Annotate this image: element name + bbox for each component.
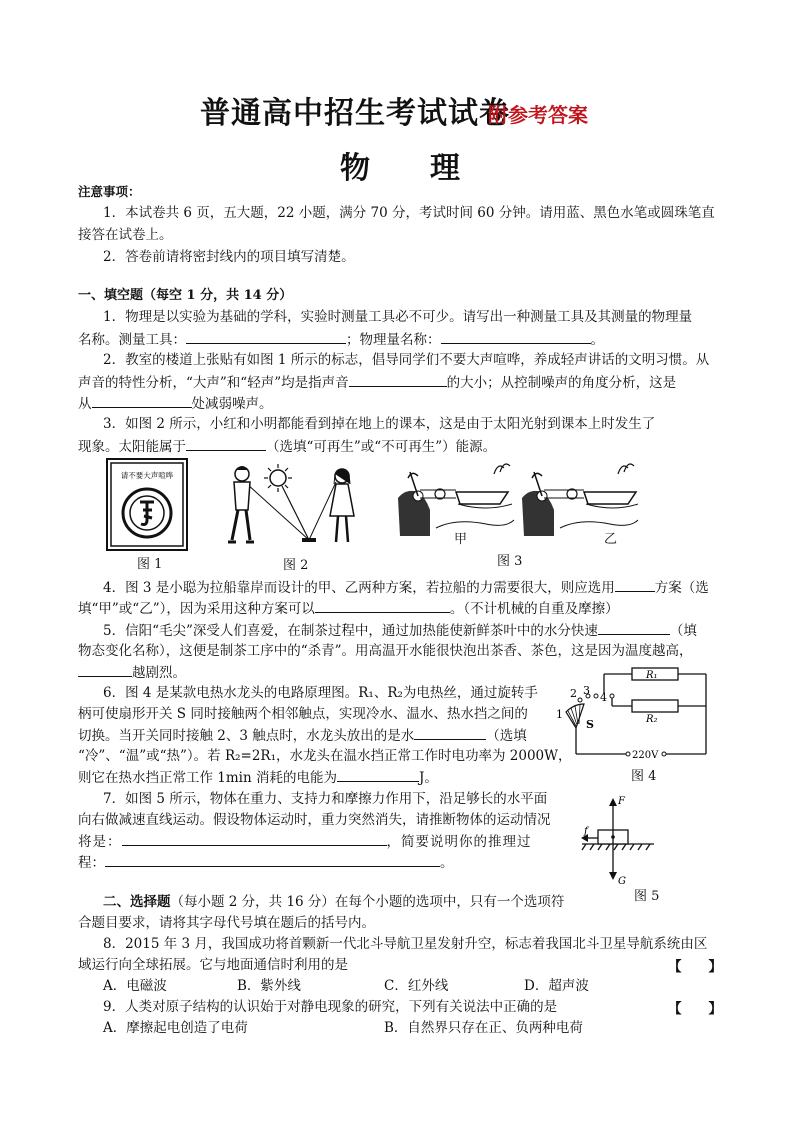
section-2-heading <box>103 892 564 912</box>
q9-option-b: B．自然界只存在正、负两种电荷 <box>384 1020 583 1036</box>
section-2-heading-cont: 合题目要求，请将其字母代号填在题后的括号内。 <box>78 915 375 931</box>
fig1-sign-text: 请不要大声喧哗 <box>120 471 174 480</box>
q9-option-a: A．摩擦起电创造了电荷 <box>103 1020 248 1036</box>
figure-4-circuit <box>556 666 716 766</box>
q2-text-post: 的大小；从控制噪声的角度分析，这是 <box>446 375 677 391</box>
figure-3-label-jia: 甲 <box>454 532 468 547</box>
figure-3-caption: 图 3 <box>497 554 523 569</box>
q5-text: 5．信阳“毛尖”深受人们喜爱，在制茶过程中，通过加热能使新鲜茶叶中的水分快速 <box>103 623 598 639</box>
q7-line2: 向右做减速直线运动。假设物体运动时，重力突然消失，请推断物体的运动情况 <box>78 812 551 828</box>
fig4-switch-label: S <box>586 718 594 731</box>
figure-2-caption: 图 2 <box>283 558 309 573</box>
q4-text-b-post: 。（不计机械的自重及摩擦） <box>449 601 619 617</box>
subject-title: 物理 <box>340 151 520 186</box>
q2-line3 <box>78 393 273 414</box>
q7-blank-1[interactable] <box>122 831 387 846</box>
q6-text: 切换。当开关同时接触 2、3 触点时，水龙头放出的是水 <box>78 728 415 744</box>
q1-text-mid: ；物理量名称： <box>346 332 441 348</box>
q4-blank-2[interactable] <box>315 598 450 613</box>
q8-answer-bracket[interactable]: 【 】 <box>668 959 722 975</box>
q8-option-a: A．电磁波 <box>103 978 167 994</box>
q1-text: 名称。测量工具： <box>78 332 186 348</box>
fig4-contact-1: 1 <box>556 708 563 721</box>
q2-line1: 2．教室的楼道上张贴有如图 1 所示的标志，倡导同学们不要大声喧哗，养成轻声讲话的文明习惯。从 <box>103 352 710 368</box>
q5-line1 <box>103 620 697 641</box>
q6-line2: 柄可使扇形开关 S 同时接触两个相邻触点，实现冷水、温水、热水挡之间的 <box>78 706 528 722</box>
q5-blank-2[interactable] <box>78 662 132 677</box>
q7-text-d-post: 。 <box>440 855 454 871</box>
figure-5-caption: 图 5 <box>634 889 660 904</box>
q4-blank-1[interactable] <box>615 577 655 592</box>
section-1-heading: 一、填空题（每空 1 分，共 14 分） <box>78 288 293 303</box>
section-2-title: 二、选择题 <box>103 894 171 910</box>
q8-line2: 域运行向全球拓展。它与地面通信时利用的是 <box>78 957 348 973</box>
exam-title: 普通高中招生考试试卷 <box>200 96 510 131</box>
fig4-voltage: 220V <box>632 750 659 761</box>
q7-text-post: ，简要说明你的推理过 <box>386 834 532 850</box>
q5-text-post: （填 <box>669 623 697 639</box>
q3-blank[interactable] <box>186 436 266 451</box>
notes-heading: 注意事项： <box>78 184 141 199</box>
fig4-contact-2: 2 <box>570 687 577 700</box>
figure-2-illustration <box>212 460 372 552</box>
q3-text: 现象。太阳能属于 <box>78 439 186 455</box>
q9-line1: 9．人类对原子结构的认识始于对静电现象的研究，下列有关说法中正确的是 <box>103 999 558 1015</box>
q6-blank-2[interactable] <box>337 767 419 782</box>
q1-line1: 1．物理是以实验为基础的学科，实验时测量工具必不可少。请写出一种测量工具及其测量的物理量 <box>103 309 693 325</box>
q7-blank-2[interactable] <box>105 852 440 867</box>
q1-line2 <box>78 329 604 350</box>
figure-1-caption: 图 1 <box>137 557 163 572</box>
note-2: 2．答卷前请将密封线内的项目填写清楚。 <box>103 249 355 265</box>
q1-quantity-blank[interactable] <box>441 329 591 344</box>
q4-line1 <box>103 577 709 598</box>
q6-line5 <box>78 767 438 788</box>
q6-line4: “冷”、“温”或“热”）。若 R₂=2R₁，水龙头在温水挡正常工作时电功率为 2000W， <box>78 748 572 764</box>
fig5-gravity: G <box>618 876 626 887</box>
figure-3-label-yi: 乙 <box>604 532 618 547</box>
answer-key-note: 附参考答案 <box>488 103 588 127</box>
q5-line3 <box>78 662 186 683</box>
fig4-contact-4: 4 <box>600 691 607 704</box>
q4-text-post: 方案（选 <box>654 580 709 596</box>
figure-4-caption: 图 4 <box>631 769 657 784</box>
q8-option-c: C．红外线 <box>384 978 449 994</box>
q5-line2: 物态变化名称），这便是制茶工序中的“杀青”。用高温开水能很快泡出茶香、茶色，这是因为温度越高， <box>78 643 693 659</box>
q6-text-e: 则它在热水挡正常工作 1min 消耗的电能为 <box>78 770 337 786</box>
q1-text-end: 。 <box>590 332 604 348</box>
fig5-friction: f <box>584 826 588 837</box>
q6-line1: 6．图 4 是某款电热水龙头的电路原理图。R₁、R₂为电热丝，通过旋转手 <box>103 685 538 701</box>
q8-line1: 8．2015 年 3 月，我国成功将首颗新一代北斗导航卫星发射升空，标志着我国北斗卫星导航系统由区 <box>103 936 708 952</box>
q7-line3 <box>78 831 532 852</box>
q7-line1: 7．如图 5 所示，物体在重力、支持力和摩擦力作用下，沿足够长的水平面 <box>103 791 548 807</box>
q8-option-d: D．超声波 <box>524 978 589 994</box>
q5-text-c: 越剧烈。 <box>132 665 186 681</box>
q4-text-b: 填“甲”或“乙”），因为采用这种方案可以 <box>78 601 315 617</box>
q3-text-post: （选填“可再生”或“不可再生”）能源。 <box>266 439 497 455</box>
fig4-contact-3: 3 <box>583 684 590 697</box>
fig4-r1-label: R₁ <box>646 670 658 681</box>
q1-tool-blank[interactable] <box>186 329 346 344</box>
q7-text: 将是： <box>78 834 122 850</box>
q2-blank-2[interactable] <box>92 393 192 408</box>
q6-text-post: （选填 <box>486 728 527 744</box>
q8-option-b: B．紫外线 <box>237 978 301 994</box>
q6-line3 <box>78 725 527 746</box>
figure-5-forces <box>578 792 658 888</box>
note-1-cont: 接答在试卷上。 <box>78 227 173 243</box>
q2-text: 声音的特性分析，“大声”和“轻声”均是指声音 <box>78 375 349 391</box>
q5-blank-1[interactable] <box>598 620 670 635</box>
q7-text-d: 程： <box>78 855 105 871</box>
q3-line2 <box>78 436 496 457</box>
q3-line1: 3．如图 2 所示，小红和小明都能看到掉在地上的课本，这是由于太阳光射到课本上时发生了 <box>103 416 656 432</box>
note-1: 1．本试卷共 6 页，五大题，22 小题，满分 70 分，考试时间 60 分钟。请用蓝、黑色水笔或圆珠笔直 <box>103 205 715 221</box>
fig5-force-f: F <box>618 796 625 807</box>
q2-blank-1[interactable] <box>349 372 447 387</box>
q2-line2 <box>78 372 676 393</box>
q9-answer-bracket[interactable]: 【 】 <box>668 1001 722 1017</box>
q2-text-c: 从 <box>78 396 92 412</box>
section-2-intro: （每小题 2 分，共 16 分）在每个小题的选项中，只有一个选项符 <box>170 894 565 910</box>
figure-1-sign <box>106 458 188 551</box>
q6-blank-1[interactable] <box>414 725 486 740</box>
q4-line2 <box>78 598 619 619</box>
fig4-r2-label: R₂ <box>646 714 658 725</box>
q6-text-e-post: J。 <box>419 770 438 786</box>
q7-line4 <box>78 852 454 873</box>
q4-text: 4．图 3 是小聪为拉船靠岸而设计的甲、乙两种方案，若拉船的力需要很大，则应选用 <box>103 580 615 596</box>
q2-text-c-post: 处减弱噪声。 <box>191 396 273 412</box>
